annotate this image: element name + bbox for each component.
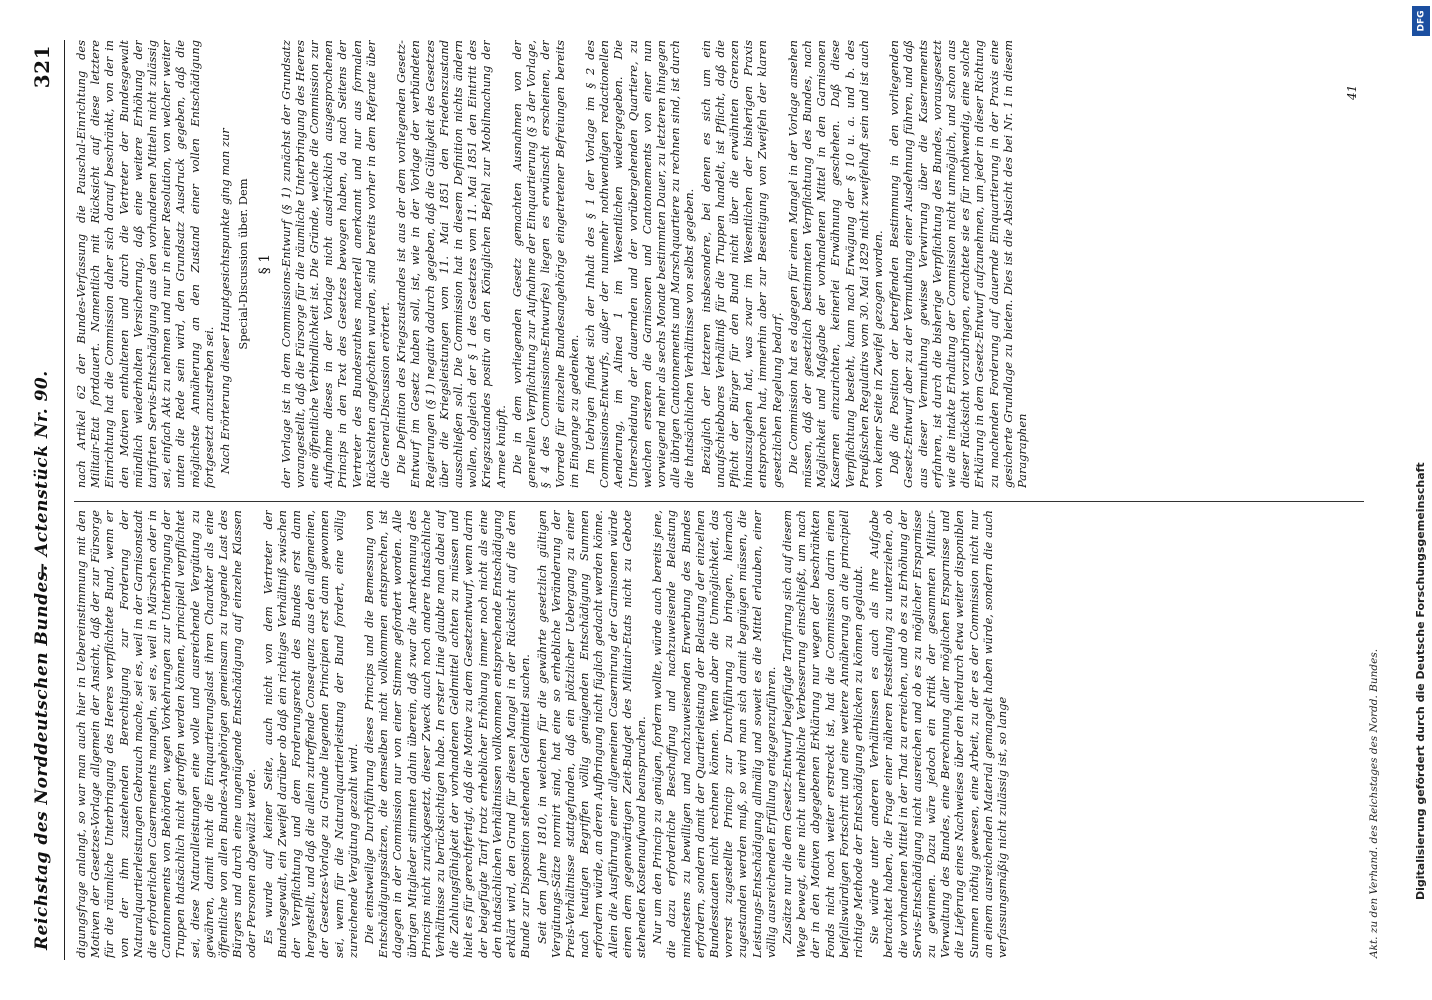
document-page [20, 20, 1390, 980]
paragraph: Zusätze nur die dem Gesetz-Entwurf beigefügte Tarifirung sich auf diesem Wege bewegt, eine nicht unerhebliche Verbesserung einschließt, um nach der in den Motiven abgegebenen Erklärung nur wegen der beschränkten Fonds nicht noch weiter erstreckt ist, hat die Commission darin einen beifallswürdigen Fortschritt und eine weitere Annäherung an die principiell richtige Methode der Entschädigung erblicken zu können geglaubt. [779, 510, 865, 958]
left-footer: Akt. zu den Verhand. des Reichstages des Nordd. Bundes. [1368, 648, 1380, 958]
paragraph: Die Definition des Kriegszustandes ist aus der dem vorliegenden Gesetz-Entwurf im Gesetz haben soll, ist, wie in der Vorlage der verbündeten Regierungen (§ 1) negativ dadurch gegeben, daß die Gültigkeit des Gesetzes über die Kriegsleistungen vom 11. Mai 1851 den Friedenszustand ausschließen soll. Die Commission hat in diesem Definition nichts ändern wollen, obgleich der § 1 des Gesetzes vom 11. Mai 1851 den Eintritt des Kriegszustandes positiv an den Königlichen Befehl zur Mobilmachung der Armee knüpft. [394, 40, 508, 488]
header-document-number: — Actenstück Nr. 90. [32, 370, 52, 580]
right-column [74, 40, 1364, 488]
special-discussion-heading: Special-Discussion über. Dem [236, 178, 251, 350]
paragraph: nach Artikel 62 der Bundes-Verfassung die Pauschal-Einrichtung des Militair-Etat fortdauert. Namentlich mit Rücksicht auf diese letztere Einrichtung hat die Commission daher sich darauf beschränkt, von der in den Motiven enthaltenen und durch die Vertreter der Bundesgewalt mündlich wiederholten Versicherung, daß eine weitere Erhöhung der tarifirten Servis-Entschädigung aus den vorhandenen Mitteln nicht zulässig sei, einfach Akt zu nehmen und nur in einer Resolution, von welcher weiter unten die Rede sein wird, den Grundsatz Ausdruck gegeben, daß die möglichste Annäherung an den Zustand einer vollen Entschädigung fortgesetzt anzustreben sei. [74, 40, 216, 488]
paragraph: Die in dem vorliegenden Gesetz gemachten Ausnahmen von der generellen Verpflichtung zur Aufnahme der Einquartierung (§ 3 der Vorlage, § 4 des Commissions-Entwurfes) liegen es erwünscht erscheinen, der Vorrede für einzelne Bundesangehörige eingetretener Befreiungen bereits im Eingange zu gedenken. [509, 40, 581, 488]
running-header [28, 20, 64, 980]
paragraph: digungsfrage anlangt, so war man auch hier in Uebereinstimmung mit den Motiven der Gesetzes-Vorlage allgemein der Ansicht, daß der zur Fürsorge für die räumliche Unterbringung des Heeres verpflichtete Bund, wenn er von der ihm zustehenden Berechtigung zur Forderung der Naturalquartierleistungen Gebrauch mache, sei es, weil in der Garnisonstadt die erforderlichen Casernements mangeln, sei es, weil in Märschen oder in Cantonnements von Behörden, wegen Vorkehrungen zur Unterbringung der Truppen thatsächlich nicht getroffen werden können, principiell verpflichtet sei, diese Naturalleistungen eine volle und ausreichende Vergütung zu gewähren, damit nicht die Einquartierungslast ihren Charakter als eine öffentliche von allen Bundes-Angehörigen gemeinsam zu tragende Last des Bürgers und durch eine ungenügende Entschädigung auf einzelne Klassen oder Personen abgewälzt werde. [74, 510, 259, 958]
paragraph: Bezüglich der letzteren insbesondere, bei denen es sich um ein unaufschiebbares Verhältniß für die Truppen handelt, ist Pflicht, daß die Pflicht der Bürger für den Bund nicht über die erwähnten Grenzen hinauszugehen hat, was zwar im Wesentlichen der bisherigen Praxis entsprochen hat, immerhin aber zur Beseitigung von Zweifeln der klaren gesetzlichen Regelung bedarf. [698, 40, 784, 488]
paragraph: Die einstweilige Durchführung dieses Princips und die Bemessung von Entschädigungssätzen, die demselben nicht vollkommen entsprechen, ist dagegen in der Commission nur von einer Stimme gefordert worden. Alle übrigen Mitglieder stimmten dahin überein, daß zwar die Anerkennung des Princips nicht zurückgesetzt, dieser Zweck auch noch andere thatsächliche Verhältnisse zu berücksichtigen habe. In erster Linie glaubte man dabei auf die Zahlungsfähigkeit der vorhandenen Geldmittel achten zu müssen und hielt es für gerechtfertigt, daß die Motive zu dem Gesetzentwurf, wenn darin der beigefügte Tarif trotz erheblicher Erhöhung immer noch nicht als eine den thatsächlichen Verhältnissen vollkommen entsprechende Entschädigung erklärt wird, den Grund für diesen Mangel in der Rücksicht auf die dem Bunde zur Disposition stehenden Geldmittel suchen. [362, 510, 533, 958]
paragraph: Im Uebrigen findet sich der Inhalt des § 1 der Vorlage im § 2 des Commissions-Entwurfs, außer der nunmehr nothwendigen redactionellen Aenderung, im Alinea 1 im Wesentlichen wiedergegeben. Die Unterscheidung der dauernden und der vorübergehenden Quartiere, zu welchen ersteren die Garnisonen und Cantonnements von einer nun vorwiegend mehr als sechs Monate bestimmten Dauer, zu letzteren hingegen alle übrigen Cantonnements und Marschquartiere zu rechnen sind, ist durch die thatsächlichen Verhältnisse von selbst gegeben. [582, 40, 697, 488]
paragraph: der Vorlage ist in dem Commissions-Entwurf (§ 1) zunächst der Grundsatz vorangestellt, daß die Fürsorge für die räumliche Unterbringung des Heeres eine öffentliche Verbindlichkeit ist. Die Gründe, welche die Commission zur Aufnahme dieses in der Vorlage nicht ausdrücklich ausgesprochenen Princips in den Text des Gesetzes bewogen haben, da nach Seitens der Vertreter des Bundesrathes materiell anerkannt und nur aus formalen Rücksichten angefochten wurden, sind bereits vorher in dem Referate über die General-Discussion erörtert. [278, 40, 393, 488]
paragraph: Daß die Position der betreffenden Bestimmung in den vorliegenden Gesetz-Entwurf aber zu der Vermuthung einer Ausdehnung führen, und daß aus dieser Vermuthung gewisse Verwirrung über die Kasernements erfahren, ist durch die bisherige Verpflichtung des Bundes, vorausgesetzt wie die intakte Erhaltung der Commission nicht unmöglich, und schon aus dieser Rücksicht vorzubringen, erachtete sie es für nothwendig, eine solche Erklärung in dem Gesetz-Entwurf aufzunehmen, um jeder in dieser Richtung zu machenden Forderung auf dauernde Einquartierung in der Praxis eine gesicherte Grundlage zu bieten. Dies ist die Absicht des bei Nr. 1 in diesem Paragraphen [887, 40, 1029, 488]
dfg-logo-text: DFG [1416, 10, 1427, 32]
left-column [74, 510, 1364, 958]
page-number: 321 [30, 45, 54, 89]
paragraph: Nach Erörterung dieser Hauptgesichtspunkte ging man zur [218, 128, 233, 474]
paragraph: Seit dem Jahre 1810, in welchem für die gewährte gesetzlich gültigen Vergütungs-Sätze normirt sind, hat eine so erhebliche Veränderung der Preis-Verhältnisse stattgefunden, daß ein plötzlicher Uebergang zu einer nach heutigen Begriffen völlig genügenden Entschädigung Summen erfordern würde, an deren Aufbringung nicht füglich gedacht werden könne. Allein die Ausführung einer allgemeinen Casernirung der Garnisonen würde einen dem gegenwärtigen Zeit-Budget des Militair-Etats nicht zu Gebote stehenden Kostenaufwand beanspruchen. [534, 510, 648, 958]
paragraph: Die Commission hat es dagegen für einen Mangel in der Vorlage ansehen müssen, daß der gesetzlich bestimmten Verpflichtung des Bundes, nach Möglichkeit und Maßgabe der vorhandenen Mittel in den Garnisonen Kasernen einzurichten, keinerlei Erwähnung geschehen. Daß diese Verpflichtung besteht, kann nach Erwägung der § 10 u. a. und b. des Preußischen Regulativs vom 30. Mai 1829 nicht zweifelhaft sein und ist auch von keiner Seite in Zweifel gezogen worden. [785, 40, 885, 488]
paragraph: Es wurde auf keiner Seite, auch nicht von dem Vertreter der Bundesgewalt, ein Zweifel darüber ob daß ein richtiges Verhältniß zwischen der Verpflichtung und dem Forderungsrecht des Bundes erst dann hergestellt, und daß die allein zutreffende Consequenz aus den allgemeinen, der Gesetzes-Vorlage zu Grunde liegenden Principien erst dann gewonnen sei, wenn für die Naturalquartierleistung der Bund fordert, eine völlig zureichende Vergütung gezahlt wird. [260, 510, 360, 958]
signature-mark: 41 [1345, 84, 1359, 100]
paragraph: Sie würde unter anderen Verhältnissen es auch als ihre Aufgabe betrachtet haben, die Frage einer näheren Feststellung zu unterziehen, ob die vorhandenen Mittel in der That zu erreichen, und ob es zu Erhöhung der Servis-Entschädigung nicht ausreichen und ob es zu möglicher Ersparnisse zu gewinnen. Dazu wäre jedoch ein Kritik der gesammten Militair-Verwaltung des Bundes, eine Berechnung aller möglichen Ersparnisse und die Lieferung eines Nachweises über den hierdurch etwa weiter disponiblen Summen nöthig gewesen, eine Arbeit, zu der es der Commission nicht nur an einem ausreichenden Material gemangelt haben würde, sondern die auch verfassungsmäßig nicht zulässig ist, so lange [867, 510, 1009, 958]
paragraph: Nur um den Princip zu genügen, fordern wollte, würde auch bereits jene, die dazu erforderliche Beschaffung und nachzuweisende Belastung mindestens zu bewilligen und nachzuweisenden Erwerbung des Bundes erfordern, sondern damit der Quartierleistung der Belastung der einzelnen Bundesstaaten nicht rechnen können. Wenn aber die Unmöglichkeit, das vorerst zugestellte Princip zur Durchführung zu bringen, hiernach zugestanden werden muß, so wird man sich damit begnügen müssen, die Leistungs-Entschädigung allmälig und soweit es die Mittel erlauben, einer völlig ausreichenden Erfüllung entgegenzuführen. [650, 510, 778, 958]
digitization-credit: Digitalisierung gefördert durch die Deutsche Forschungsgemeinschaft [1414, 462, 1427, 900]
header-rule [64, 40, 65, 960]
column-divider [74, 501, 1364, 502]
header-left-title: Reichstag des Norddeutschen Bundes. [32, 564, 52, 950]
section-mark: § 1 [257, 253, 274, 275]
